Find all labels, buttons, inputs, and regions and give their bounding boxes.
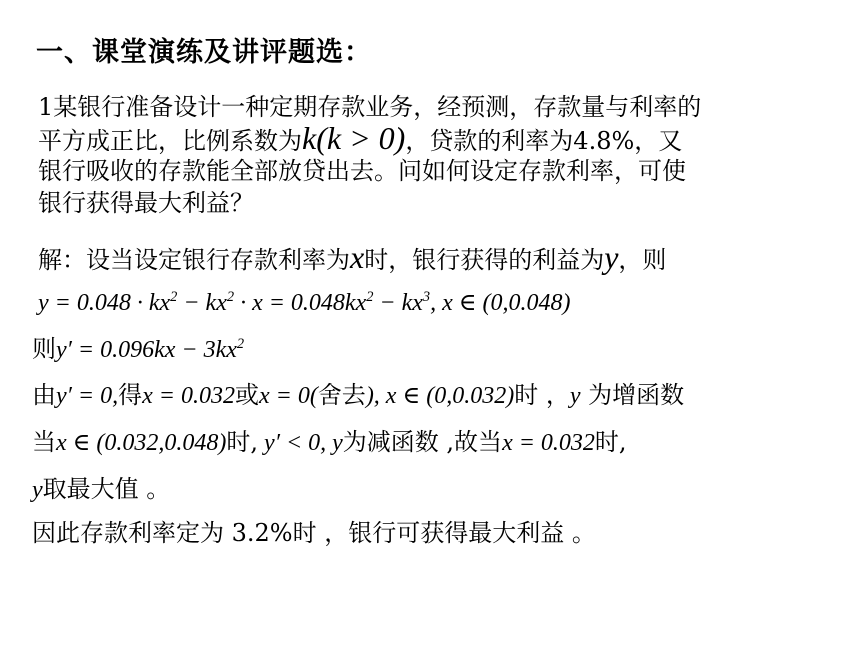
- solution-text-b: 时，银行获得的利益为: [364, 246, 605, 274]
- equation-profit: [38, 288, 571, 318]
- eq3-part-j: 为增函数: [580, 381, 685, 409]
- eq3-part-b: 得: [118, 381, 143, 409]
- eq3-part-h: 时 ，: [514, 381, 570, 409]
- variable-y: y: [604, 239, 619, 275]
- coefficient-formula: k(k > 0): [302, 120, 406, 156]
- eq3-part-c: x = 0.032: [142, 383, 235, 409]
- conclusion: 因此存款利率定为 3.2%时 ，银行可获得最大利益 。: [32, 519, 596, 547]
- solution-line-1: [38, 239, 667, 275]
- eq3-part-a: y′ = 0,: [56, 383, 119, 409]
- problem-line-2-text-a: 平方成正比，比例系数为: [38, 127, 302, 155]
- solution-text-a: 解：设当设定银行存款利率为: [38, 246, 350, 274]
- eq4-part-b: 时,: [226, 428, 259, 456]
- eq3-part-d: 或: [234, 381, 259, 409]
- eq4-part-f: 时,: [594, 428, 627, 456]
- equation-maximum: [32, 474, 170, 505]
- eq4-part-e: x = 0.032: [502, 430, 595, 456]
- problem-line-4: 银行获得最大利益？: [38, 189, 254, 217]
- eq3-part-f: 舍去: [317, 381, 366, 409]
- eq2-prefix: 则: [32, 335, 56, 363]
- eq3-part-g: ), x ∈ (0,0.032): [365, 383, 515, 409]
- eq1-part-d: − kx: [373, 290, 423, 316]
- variable-x: x: [350, 239, 365, 275]
- problem-line-2: [38, 120, 683, 156]
- eq2-exp: 2: [236, 336, 245, 352]
- eq1-exp-3: 2: [366, 289, 374, 305]
- equation-critical-point: [32, 380, 684, 411]
- eq4-part-d: 为减函数 ,故当: [342, 428, 503, 456]
- solution-text-c: ，则: [618, 246, 667, 274]
- eq3-prefix: 由: [32, 381, 56, 409]
- eq3-part-e: x = 0(: [258, 383, 318, 409]
- eq1-exp-1: 2: [170, 289, 178, 305]
- problem-line-1: 1某银行准备设计一种定期存款业务，经预测，存款量与利率的: [38, 93, 702, 121]
- eq4-part-a: x ∈ (0.032,0.048): [56, 430, 227, 456]
- equation-decreasing: [32, 427, 627, 458]
- eq1-part-f: , x ∈ (0,0.048): [430, 290, 571, 316]
- equation-derivative: [32, 334, 244, 365]
- eq4-prefix: 当: [32, 428, 56, 456]
- problem-line-2-text-b: ，贷款的利率为4.8%，又: [405, 127, 683, 155]
- eq3-part-i: y: [569, 383, 581, 409]
- eq2-formula: y′ = 0.096kx − 3kx: [56, 337, 237, 363]
- eq5-variable-y: y: [32, 477, 43, 503]
- eq5-text: 取最大值 。: [42, 475, 171, 503]
- eq1-part-a: y = 0.048 · kx: [38, 290, 171, 316]
- eq1-part-c: · x = 0.048kx: [234, 290, 367, 316]
- eq1-part-b: − kx: [177, 290, 227, 316]
- eq1-exp-4: 3: [422, 289, 431, 305]
- slide-title: 一、课堂演练及讲评题选：: [36, 37, 372, 68]
- eq4-part-c: y′ < 0, y: [258, 430, 343, 456]
- eq1-exp-2: 2: [226, 289, 235, 305]
- problem-line-3: 银行吸收的存款能全部放贷出去。问如何设定存款利率，可使: [38, 157, 686, 185]
